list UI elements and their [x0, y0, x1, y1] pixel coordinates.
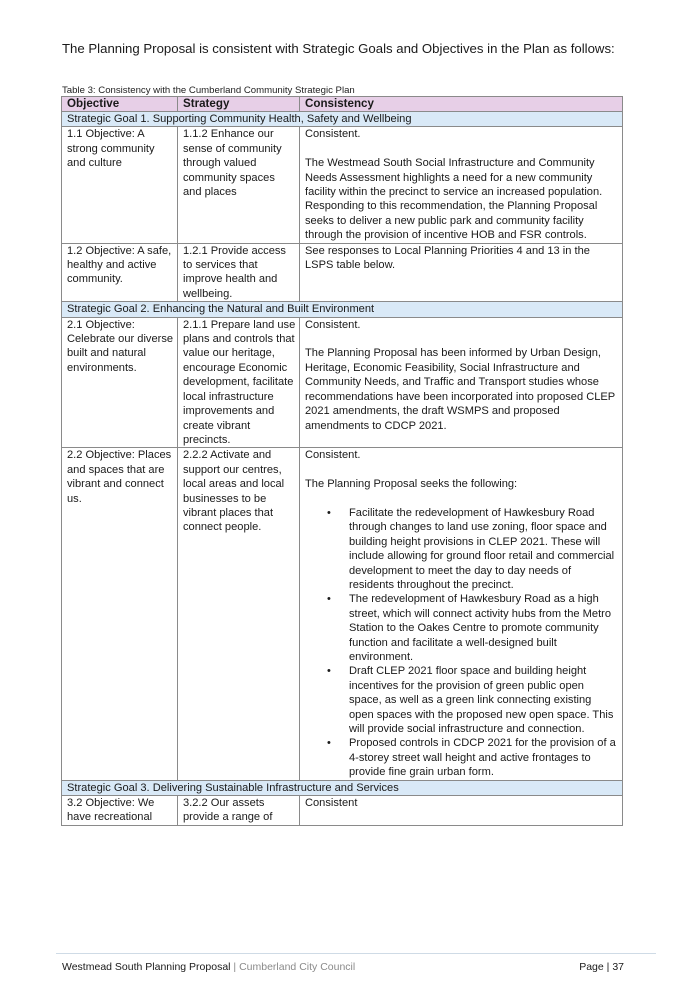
consistency-status: Consistent. — [305, 128, 361, 141]
bullet-icon: • — [327, 593, 331, 606]
consistency-cell — [300, 243, 623, 302]
consistency-cell — [300, 127, 623, 243]
header-strategy: Strategy — [178, 97, 300, 112]
header-objective: Objective — [62, 97, 178, 112]
goal-3-title: Strategic Goal 3. Delivering Sustainable Infrastructure and Services — [62, 780, 623, 795]
consistency-text: The Planning Proposal seeks the following: — [305, 478, 518, 491]
consistency-status: Consistent. — [305, 318, 361, 331]
table-row — [62, 796, 623, 826]
strategy-cell: 1.2.1 Provide access to services that improve health and wellbeing. — [178, 243, 300, 302]
bullet-icon: • — [327, 737, 331, 750]
footer-separator: | — [233, 961, 237, 973]
header-consistency: Consistency — [300, 97, 623, 112]
bullet-list — [305, 506, 619, 780]
objective-cell: 1.1 Objective: A strong community and culture — [62, 127, 178, 243]
objective-cell: 1.2 Objective: A safe, healthy and active community. — [62, 243, 178, 302]
table-header-row — [62, 97, 623, 112]
list-item — [305, 736, 619, 779]
consistency-status: Consistent. — [305, 449, 361, 462]
intro-paragraph: The Planning Proposal is consistent with Strategic Goals and Objectives in the Plan as follows: — [62, 41, 615, 56]
strategy-cell: 2.2.2 Activate and support our centres, local areas and local businesses to be vibrant places that connect people. — [178, 448, 300, 780]
footer-document-info — [62, 961, 355, 974]
strategy-cell: 2.1.1 Prepare land use plans and controls that value our heritage, encourage Economic development, facilitate local infrastructure improvements and create vibrant precincts. — [178, 317, 300, 448]
goal-row-2 — [62, 302, 623, 317]
bullet-text: Facilitate the redevelopment of Hawkesbury Road through changes to land use zoning, floor space and building height provisions in CLEP 2021. These will include allowing for ground floor retail and commercial development to meet the day to day needs of residents throughout the precinct. — [349, 506, 615, 591]
goal-2-title: Strategic Goal 2. Enhancing the Natural and Built Environment — [62, 302, 623, 317]
consistency-cell — [300, 448, 623, 780]
table-row — [62, 243, 623, 302]
objective-cell: 2.1 Objective: Celebrate our diverse built and natural environments. — [62, 317, 178, 448]
goal-row-3 — [62, 780, 623, 795]
consistency-cell — [300, 796, 623, 826]
bullet-icon: • — [327, 665, 331, 678]
table-caption: Table 3: Consistency with the Cumberland Community Strategic Plan — [62, 85, 355, 96]
footer-page-number — [579, 961, 624, 974]
consistency-status: Consistent — [305, 797, 358, 810]
page-label: Page — [579, 961, 604, 973]
bullet-text: Draft CLEP 2021 floor space and building height incentives for the provision of green public open space, as well as a green link connecting existing open spaces with the proposed new open space. This will provide social infrastructure and connection. — [349, 665, 614, 736]
consistency-text: The Planning Proposal has been informed by Urban Design, Heritage, Economic Feasibility, Social Infrastructure and Community Needs, and Traffic and Transport studies whose recommendations have been incorporated into proposed CLEP 2021 amendments, the draft WSMPS and proposed amendments to CDCP 2021. — [305, 347, 616, 432]
table-row — [62, 317, 623, 448]
footer-divider — [56, 953, 656, 954]
page-number: 37 — [612, 961, 624, 973]
consistency-text: See responses to Local Planning Priorities 4 and 13 in the LSPS table below. — [305, 244, 590, 272]
goal-1-title: Strategic Goal 1. Supporting Community Health, Safety and Wellbeing — [62, 112, 623, 127]
objective-cell: 3.2 Objective: We have recreational — [62, 796, 178, 826]
list-item — [305, 592, 619, 664]
consistency-table — [61, 96, 623, 826]
strategy-cell: 1.1.2 Enhance our sense of community through valued community spaces and places — [178, 127, 300, 243]
consistency-cell — [300, 317, 623, 448]
table-row — [62, 127, 623, 243]
page-separator: | — [606, 961, 610, 973]
objective-cell: 2.2 Objective: Places and spaces that are vibrant and connect us. — [62, 448, 178, 780]
bullet-icon: • — [327, 506, 331, 519]
table-row — [62, 448, 623, 780]
bullet-text: Proposed controls in CDCP 2021 for the provision of a 4-storey street wall height and active frontages to provide fine grain urban form. — [349, 737, 616, 779]
footer-document-title: Westmead South Planning Proposal — [62, 961, 231, 973]
bullet-text: The redevelopment of Hawkesbury Road as a high street, which will connect activity hubs from the Metro Station to the Oakes Centre to promote community function and facilitate a well-designed built environment. — [349, 593, 612, 663]
consistency-text: The Westmead South Social Infrastructure and Community Needs Assessment highlights a need for a new community facility within the precinct to service an increased population. Responding to this recommendation, the Planning Proposal seeks to deliver a new public park and community facility through the provision of incentive HOB and FSR controls. — [305, 157, 603, 242]
list-item — [305, 506, 619, 592]
strategy-cell: 3.2.2 Our assets provide a range of — [178, 796, 300, 826]
list-item — [305, 664, 619, 736]
footer-council-name: Cumberland City Council — [239, 961, 356, 973]
goal-row-1 — [62, 112, 623, 127]
